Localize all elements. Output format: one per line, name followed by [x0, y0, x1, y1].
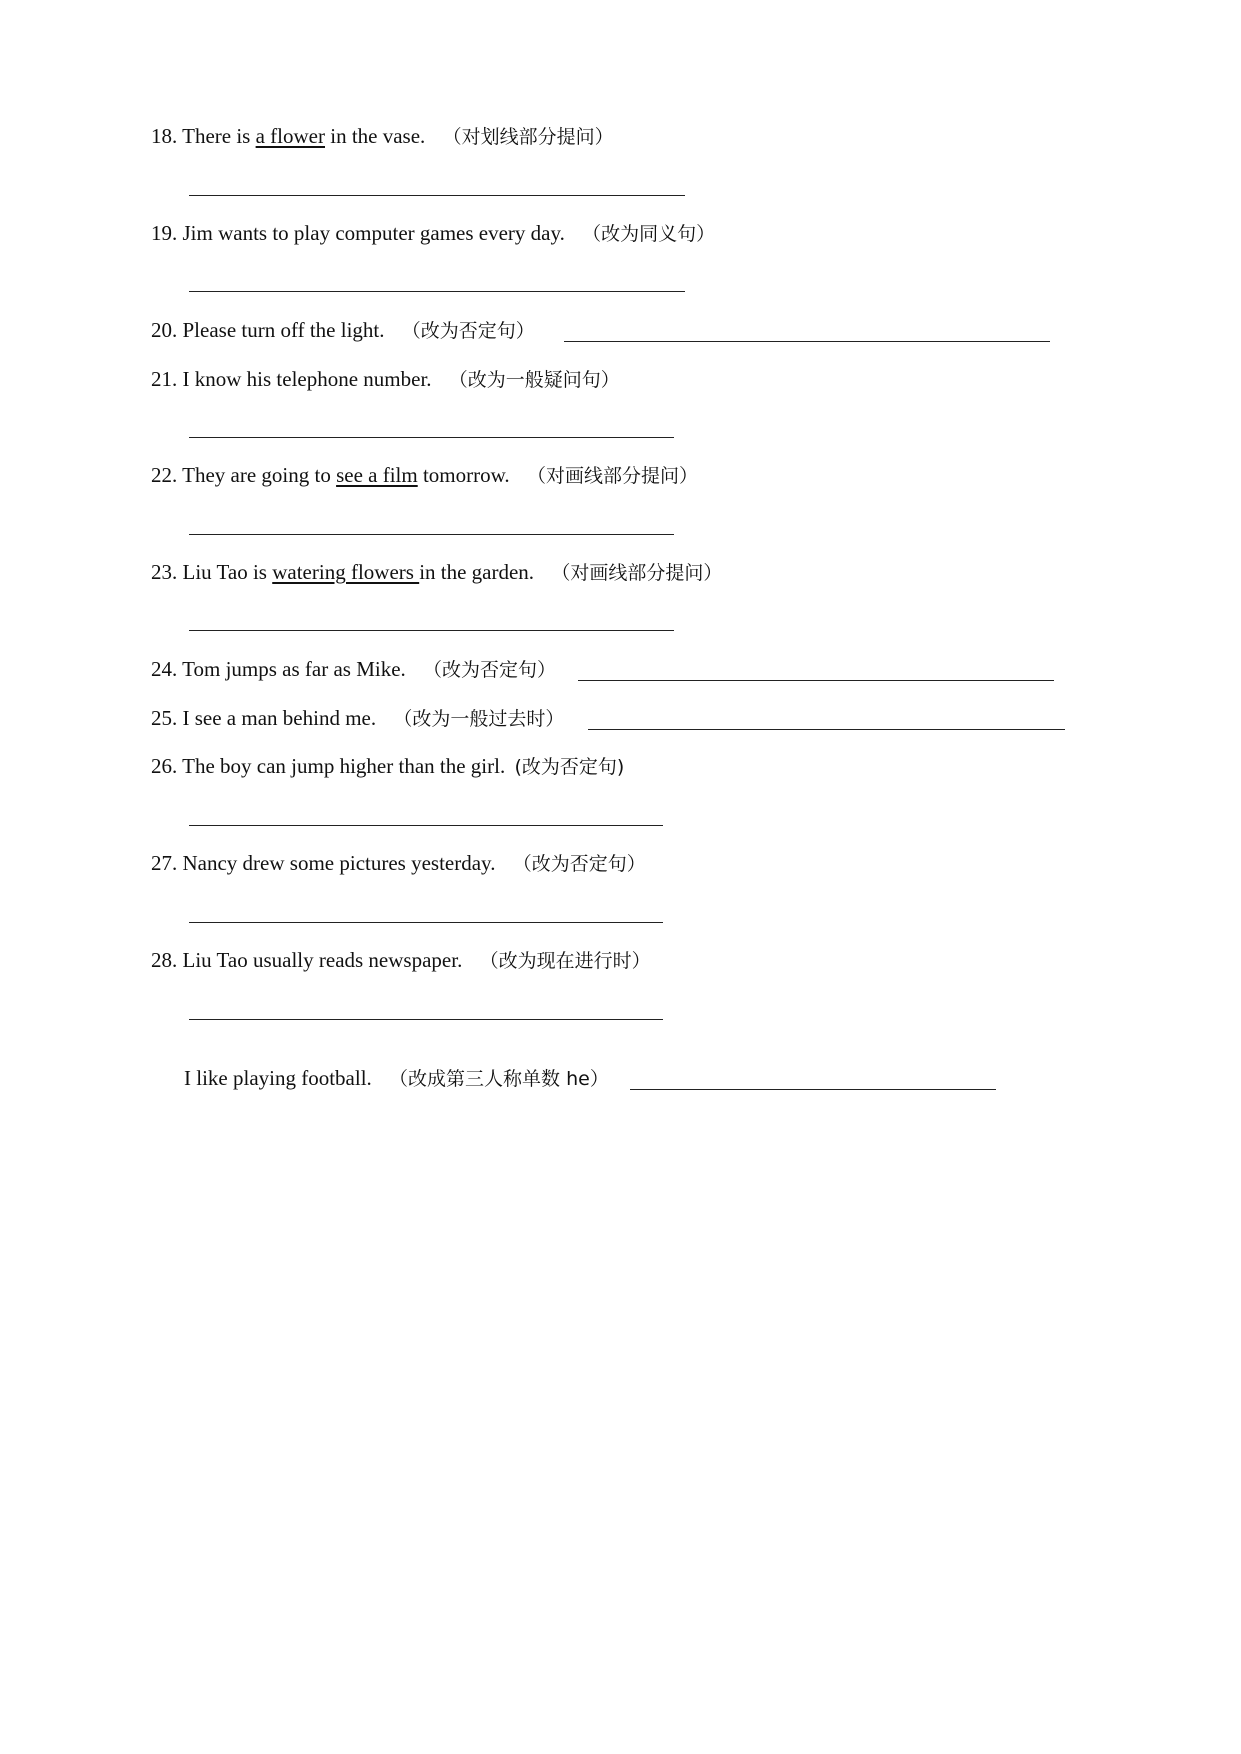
underlined-part: a flower — [255, 124, 325, 148]
instruction-note: （对画线部分提问） — [526, 465, 698, 487]
answer-line-21[interactable] — [189, 437, 674, 438]
question-text-tail: in the garden. — [419, 560, 535, 584]
question-extra — [184, 1064, 609, 1093]
question-text: The boy can jump higher than the girl. — [182, 754, 506, 778]
question-text: Tom jumps as far as Mike. — [182, 657, 406, 681]
question-21 — [151, 365, 620, 394]
answer-line-23[interactable] — [189, 630, 674, 631]
question-text: Liu Tao usually reads newspaper. — [182, 948, 463, 972]
answer-line-19[interactable] — [189, 291, 685, 292]
answer-line-26[interactable] — [189, 825, 663, 826]
question-text-tail: in the vase. — [325, 124, 426, 148]
answer-line-20[interactable] — [564, 341, 1050, 342]
instruction-note: （改为否定句） — [401, 320, 535, 342]
question-26 — [151, 752, 624, 781]
underlined-part: watering flowers — [272, 560, 420, 584]
instruction-note: （改为现在进行时） — [479, 950, 651, 972]
instruction-note: （改成第三人称单数 he） — [389, 1068, 609, 1090]
instruction-note: （改为否定句） — [512, 853, 646, 875]
question-18 — [151, 122, 614, 151]
answer-line-24[interactable] — [578, 680, 1054, 681]
question-19 — [151, 219, 715, 248]
question-number: 22. — [151, 463, 178, 487]
question-number: 18. — [151, 124, 178, 148]
question-25 — [151, 704, 564, 733]
answer-line-25[interactable] — [588, 729, 1065, 730]
answer-line-extra[interactable] — [630, 1089, 996, 1090]
question-number: 20. — [151, 318, 178, 342]
question-number: 28. — [151, 948, 178, 972]
instruction-note: (改为否定句) — [514, 756, 625, 778]
answer-line-27[interactable] — [189, 922, 663, 923]
question-text: There is — [182, 124, 256, 148]
underlined-part: see a film — [336, 463, 418, 487]
instruction-note: （改为否定句） — [423, 659, 557, 681]
answer-line-22[interactable] — [189, 534, 674, 535]
question-number: 19. — [151, 221, 178, 245]
question-24 — [151, 655, 556, 684]
question-22 — [151, 461, 698, 490]
question-text: I like playing football. — [184, 1066, 372, 1090]
question-number: 25. — [151, 706, 178, 730]
question-text: Nancy drew some pictures yesterday. — [182, 851, 496, 875]
instruction-note: （对画线部分提问） — [551, 562, 723, 584]
answer-line-18[interactable] — [189, 195, 685, 196]
question-23 — [151, 558, 722, 587]
question-number: 21. — [151, 367, 178, 391]
instruction-note: （对划线部分提问） — [442, 126, 614, 148]
question-text: Liu Tao is — [182, 560, 273, 584]
question-number: 27. — [151, 851, 178, 875]
question-number: 26. — [151, 754, 178, 778]
question-20 — [151, 316, 535, 345]
question-text: They are going to — [182, 463, 337, 487]
instruction-note: （改为一般疑问句） — [448, 369, 620, 391]
instruction-note: （改为同义句） — [582, 223, 716, 245]
question-text: I see a man behind me. — [182, 706, 377, 730]
question-text: Please turn off the light. — [182, 318, 385, 342]
question-27 — [151, 849, 646, 878]
question-text: Jim wants to play computer games every day. — [182, 221, 565, 245]
question-28 — [151, 946, 651, 975]
question-number: 23. — [151, 560, 178, 584]
answer-line-28[interactable] — [189, 1019, 663, 1020]
question-number: 24. — [151, 657, 178, 681]
instruction-note: （改为一般过去时） — [393, 708, 565, 730]
question-text: I know his telephone number. — [182, 367, 432, 391]
question-text-tail: tomorrow. — [417, 463, 510, 487]
